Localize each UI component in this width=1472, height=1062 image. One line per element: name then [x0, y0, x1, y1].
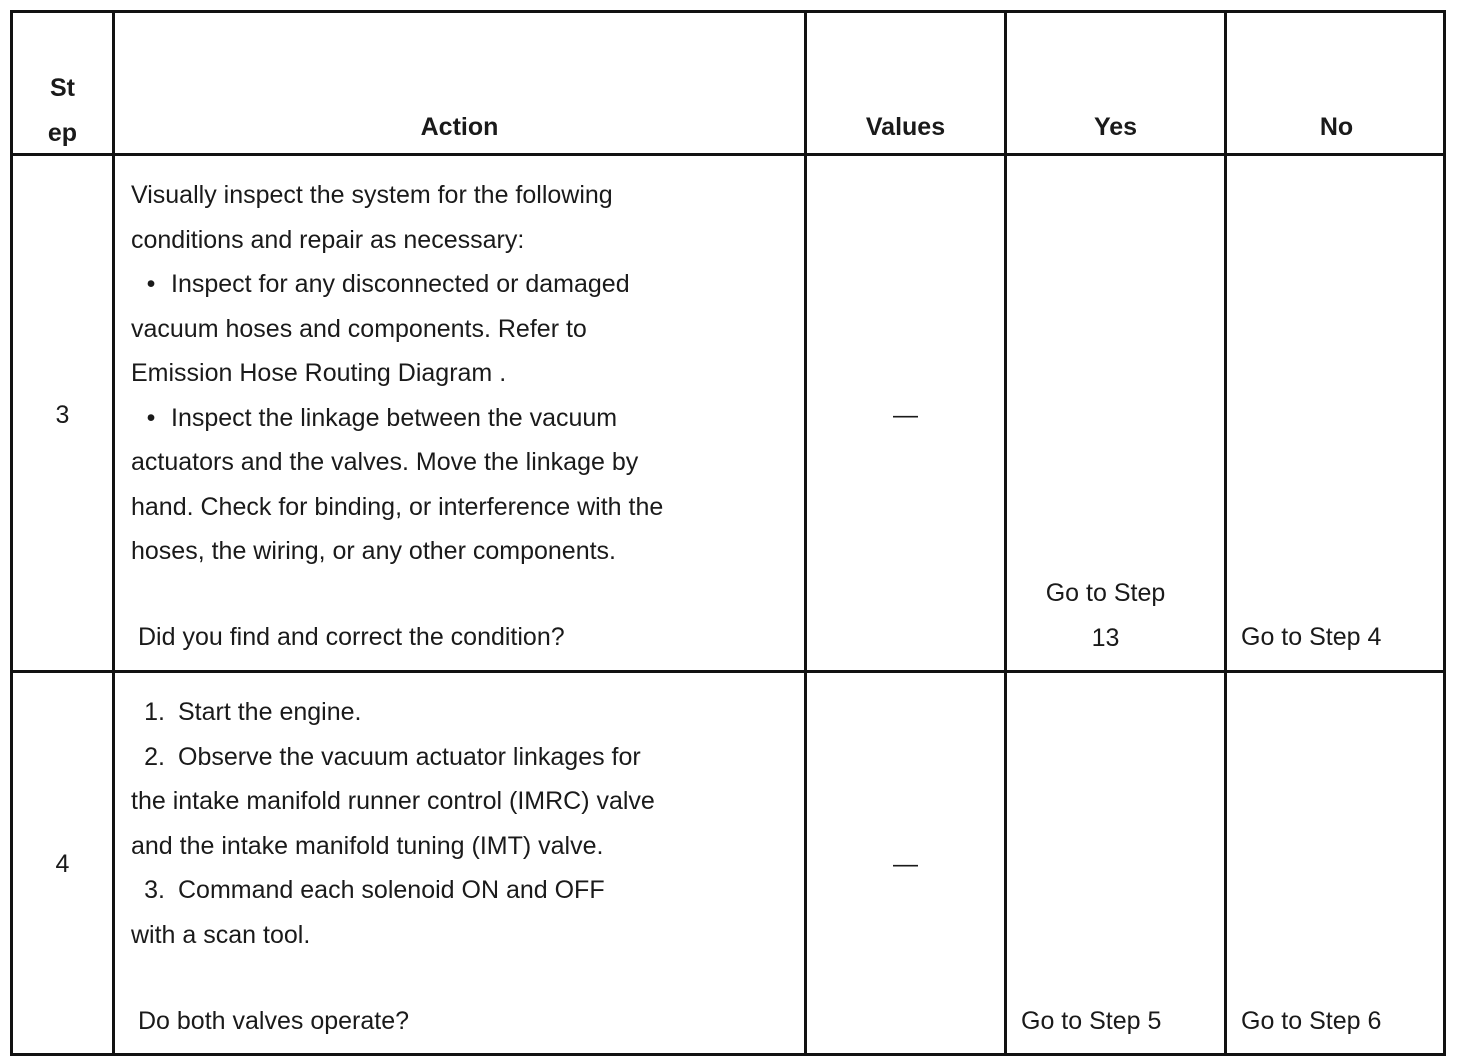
header-values: Values — [865, 113, 946, 141]
row-yes-target: Go to Step 5 — [1021, 1007, 1162, 1035]
row-divider — [13, 670, 1443, 673]
row-action-text: 1. Start the engine. 2. Observe the vacuum actuator linkages for the intake manifold runner control (IMRC) valve and the intake manifold tuning (IMT) valve. 3. Command each solenoid ON and OFF with a scan tool. — [131, 698, 655, 949]
row-divider — [13, 153, 1443, 156]
header-action: Action — [420, 113, 499, 141]
column-divider — [804, 13, 807, 1053]
row-yes-target: Go to Step 13 — [1045, 579, 1166, 652]
column-divider — [1224, 13, 1227, 1053]
header-no: No — [1319, 113, 1354, 141]
column-divider — [1004, 13, 1007, 1053]
row-value: — — [893, 401, 918, 429]
header-yes: Yes — [1093, 113, 1138, 141]
column-divider — [112, 13, 115, 1053]
row-no-target: Go to Step 6 — [1241, 1007, 1382, 1035]
row-no-target: Go to Step 4 — [1241, 623, 1382, 651]
row-step-number: 4 — [55, 850, 70, 878]
diagnostic-table — [10, 10, 1446, 1056]
row-question: Did you find and correct the condition? — [138, 623, 565, 651]
row-value: — — [893, 850, 918, 878]
row-step-number: 3 — [55, 401, 70, 429]
header-step: St ep — [47, 74, 78, 147]
row-action-text: Visually inspect the system for the following conditions and repair as necessary: • Inspect for any disconnected or damaged vacuum hoses and components. Refer to Emission Hose Routing Diagram . • Inspect the linkage between the vacuum actuators and the valves. Move the linkage by hand. Check for binding, or interference with the hoses, the wiring, or any other components. — [131, 181, 664, 565]
row-question: Do both valves operate? — [138, 1007, 410, 1035]
